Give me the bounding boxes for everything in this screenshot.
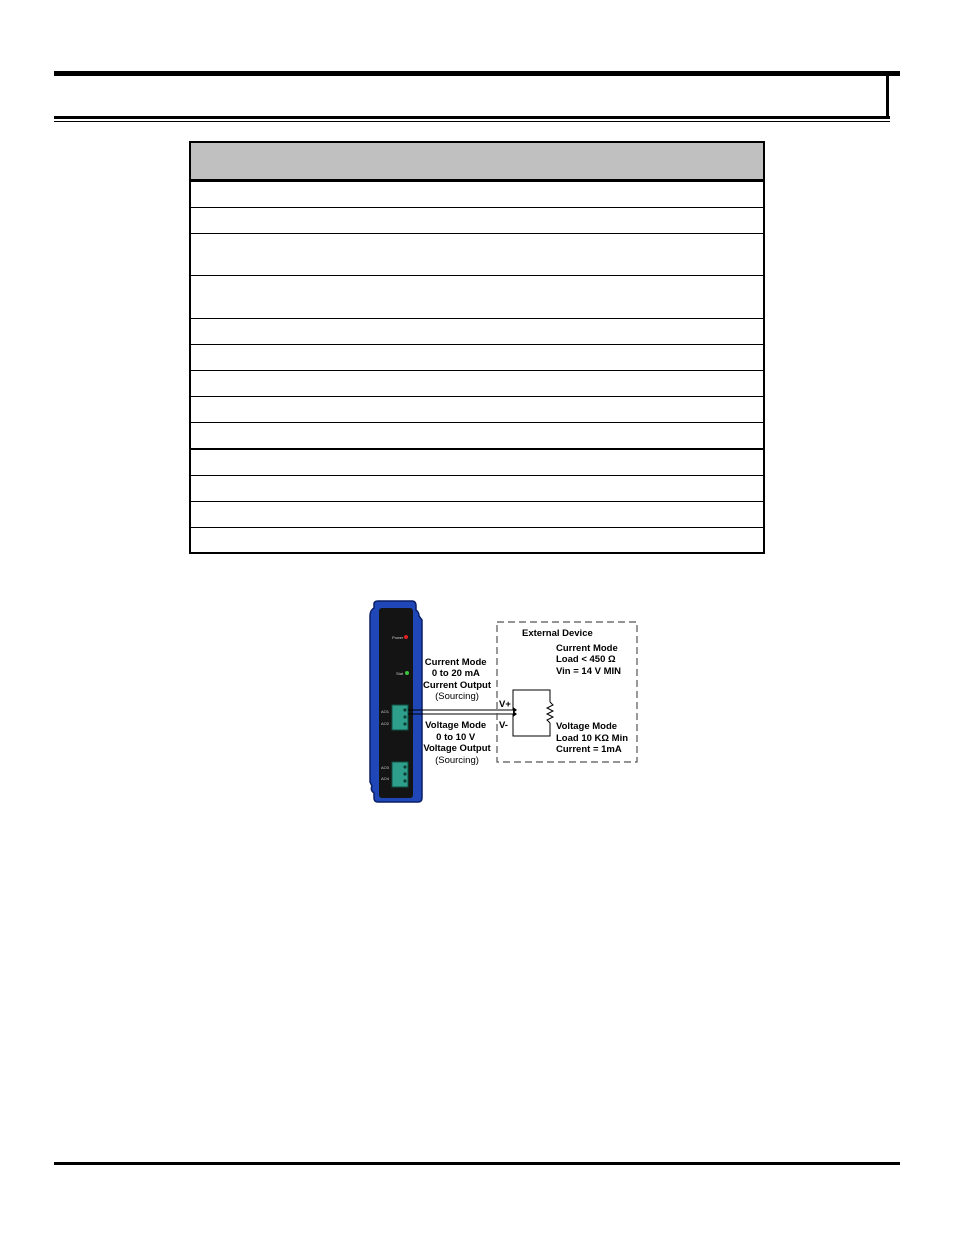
- v-minus-label: V-: [499, 720, 508, 731]
- table-row: [191, 422, 763, 448]
- wiring-diagram: [360, 598, 645, 806]
- external-device-title: External Device: [522, 628, 593, 639]
- table-row: [191, 207, 763, 233]
- current-output-sourcing: (Sourcing): [435, 691, 479, 702]
- power-led-label: Power: [392, 635, 404, 640]
- table-row: [191, 527, 763, 552]
- header-bottom-rule: [54, 116, 890, 119]
- table-row: [191, 181, 763, 207]
- table-header-row: [191, 143, 763, 181]
- current-output-label: Current Mode 0 to 20 mA Current Output: [422, 657, 492, 691]
- ao4-label: AO4: [381, 776, 390, 781]
- table-row: [191, 501, 763, 527]
- v-plus-label: V+: [499, 699, 511, 710]
- voltage-mode-spec: Voltage Mode Load 10 KΩ Min Current = 1mA: [556, 721, 629, 755]
- footer-rule: [54, 1162, 900, 1165]
- voltage-output-sourcing: (Sourcing): [435, 755, 479, 766]
- header-bottom-thin-rule: [54, 121, 890, 122]
- header-right-rule: [886, 76, 889, 117]
- table-row: [191, 448, 763, 475]
- specification-table: [189, 141, 765, 554]
- load-resistor: [513, 690, 553, 736]
- current-mode-spec: Current Mode Load < 450 Ω Vin = 14 V MIN: [556, 643, 622, 677]
- table-row: [191, 318, 763, 344]
- voltage-output-label: Voltage Mode 0 to 10 V Voltage Output: [423, 720, 491, 754]
- table-row: [191, 370, 763, 396]
- header-top-rule: [54, 71, 900, 76]
- ao1-label: AO1: [381, 709, 390, 714]
- status-led-label: Stat: [396, 671, 404, 676]
- io-module: [370, 601, 422, 802]
- table-row: [191, 475, 763, 501]
- ao3-label: AO3: [381, 765, 390, 770]
- table-row: [191, 344, 763, 370]
- table-row: [191, 233, 763, 275]
- table-row: [191, 275, 763, 318]
- status-led-icon: [405, 671, 409, 675]
- ao2-label: AO2: [381, 721, 390, 726]
- table-row: [191, 396, 763, 422]
- power-led-icon: [404, 635, 408, 639]
